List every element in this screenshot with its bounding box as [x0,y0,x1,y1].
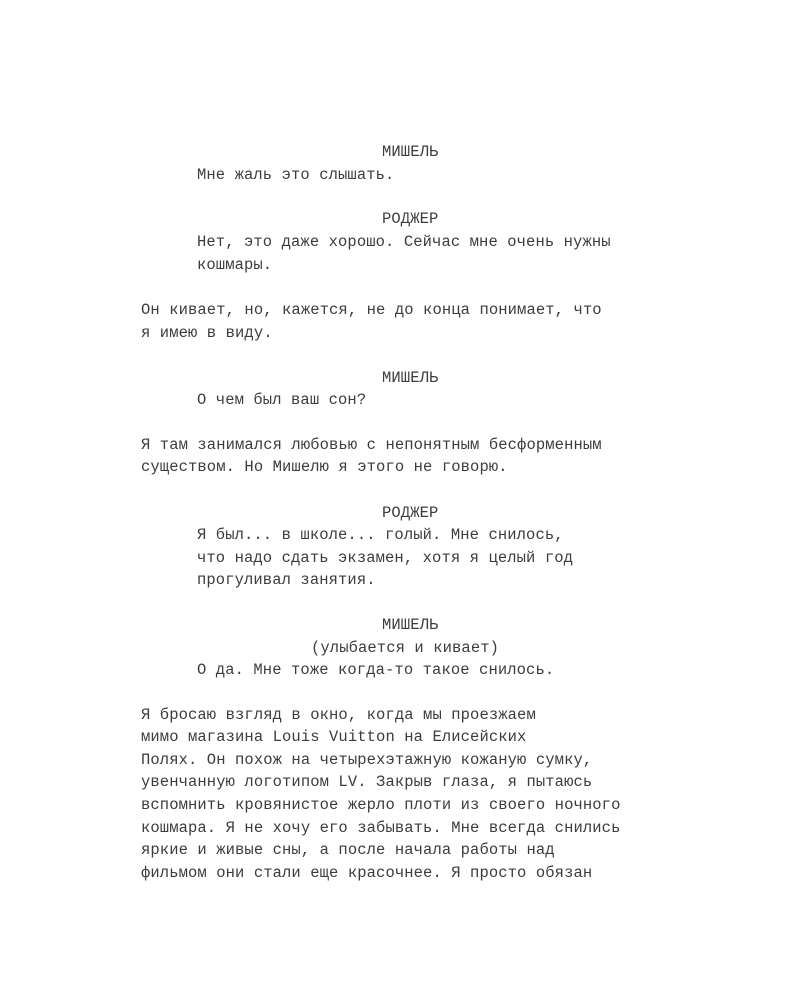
character-name: МИШЕЛЬ [382,616,439,634]
dialogue-line: Нет, это даже хорошо. Сейчас мне очень нужны [197,233,611,251]
dialogue-line: прогуливал занятия. [197,571,376,589]
action-line: я имею в виду. [141,324,273,342]
action-line: существом. Но Мишелю я этого не говорю. [141,458,508,476]
action-line: фильмом они стали еще красочнее. Я просто обязан [141,864,593,882]
dialogue-line: что надо сдать экзамен, хотя я целый год [197,549,574,567]
character-name: МИШЕЛЬ [382,143,439,161]
character-name: МИШЕЛЬ [382,369,439,387]
action-line: Я бросаю взгляд в окно, когда мы проезжаем [141,706,536,724]
action-line: Я там занимался любовью с непонятным бесформенным [141,436,602,454]
action-line: кошмара. Я не хочу его забывать. Мне всегда снились [141,819,621,837]
dialogue-line: Я был... в школе... голый. Мне снилось, [197,526,564,544]
dialogue-line: О чем был ваш сон? [197,391,367,409]
dialogue-line: Мне жаль это слышать. [197,166,395,184]
action-line: мимо магазина Louis Vuitton на Елисейских [141,728,527,746]
action-line: Полях. Он похож на четырехэтажную кожаную сумку, [141,751,593,769]
character-name: РОДЖЕР [382,210,439,228]
dialogue-line: О да. Мне тоже когда-то такое снилось. [197,661,555,679]
character-name: РОДЖЕР [382,504,439,522]
action-line: увенчанную логотипом LV. Закрыв глаза, я пытаюсь [141,773,593,791]
action-line: вспомнить кровянистое жерло плоти из своего ночного [141,796,621,814]
dialogue-line: кошмары. [197,256,273,274]
parenthetical: (улыбается и кивает) [311,639,500,657]
action-line: Он кивает, но, кажется, не до конца понимает, что [141,301,602,319]
action-line: яркие и живые сны, а после начала работы над [141,841,555,859]
